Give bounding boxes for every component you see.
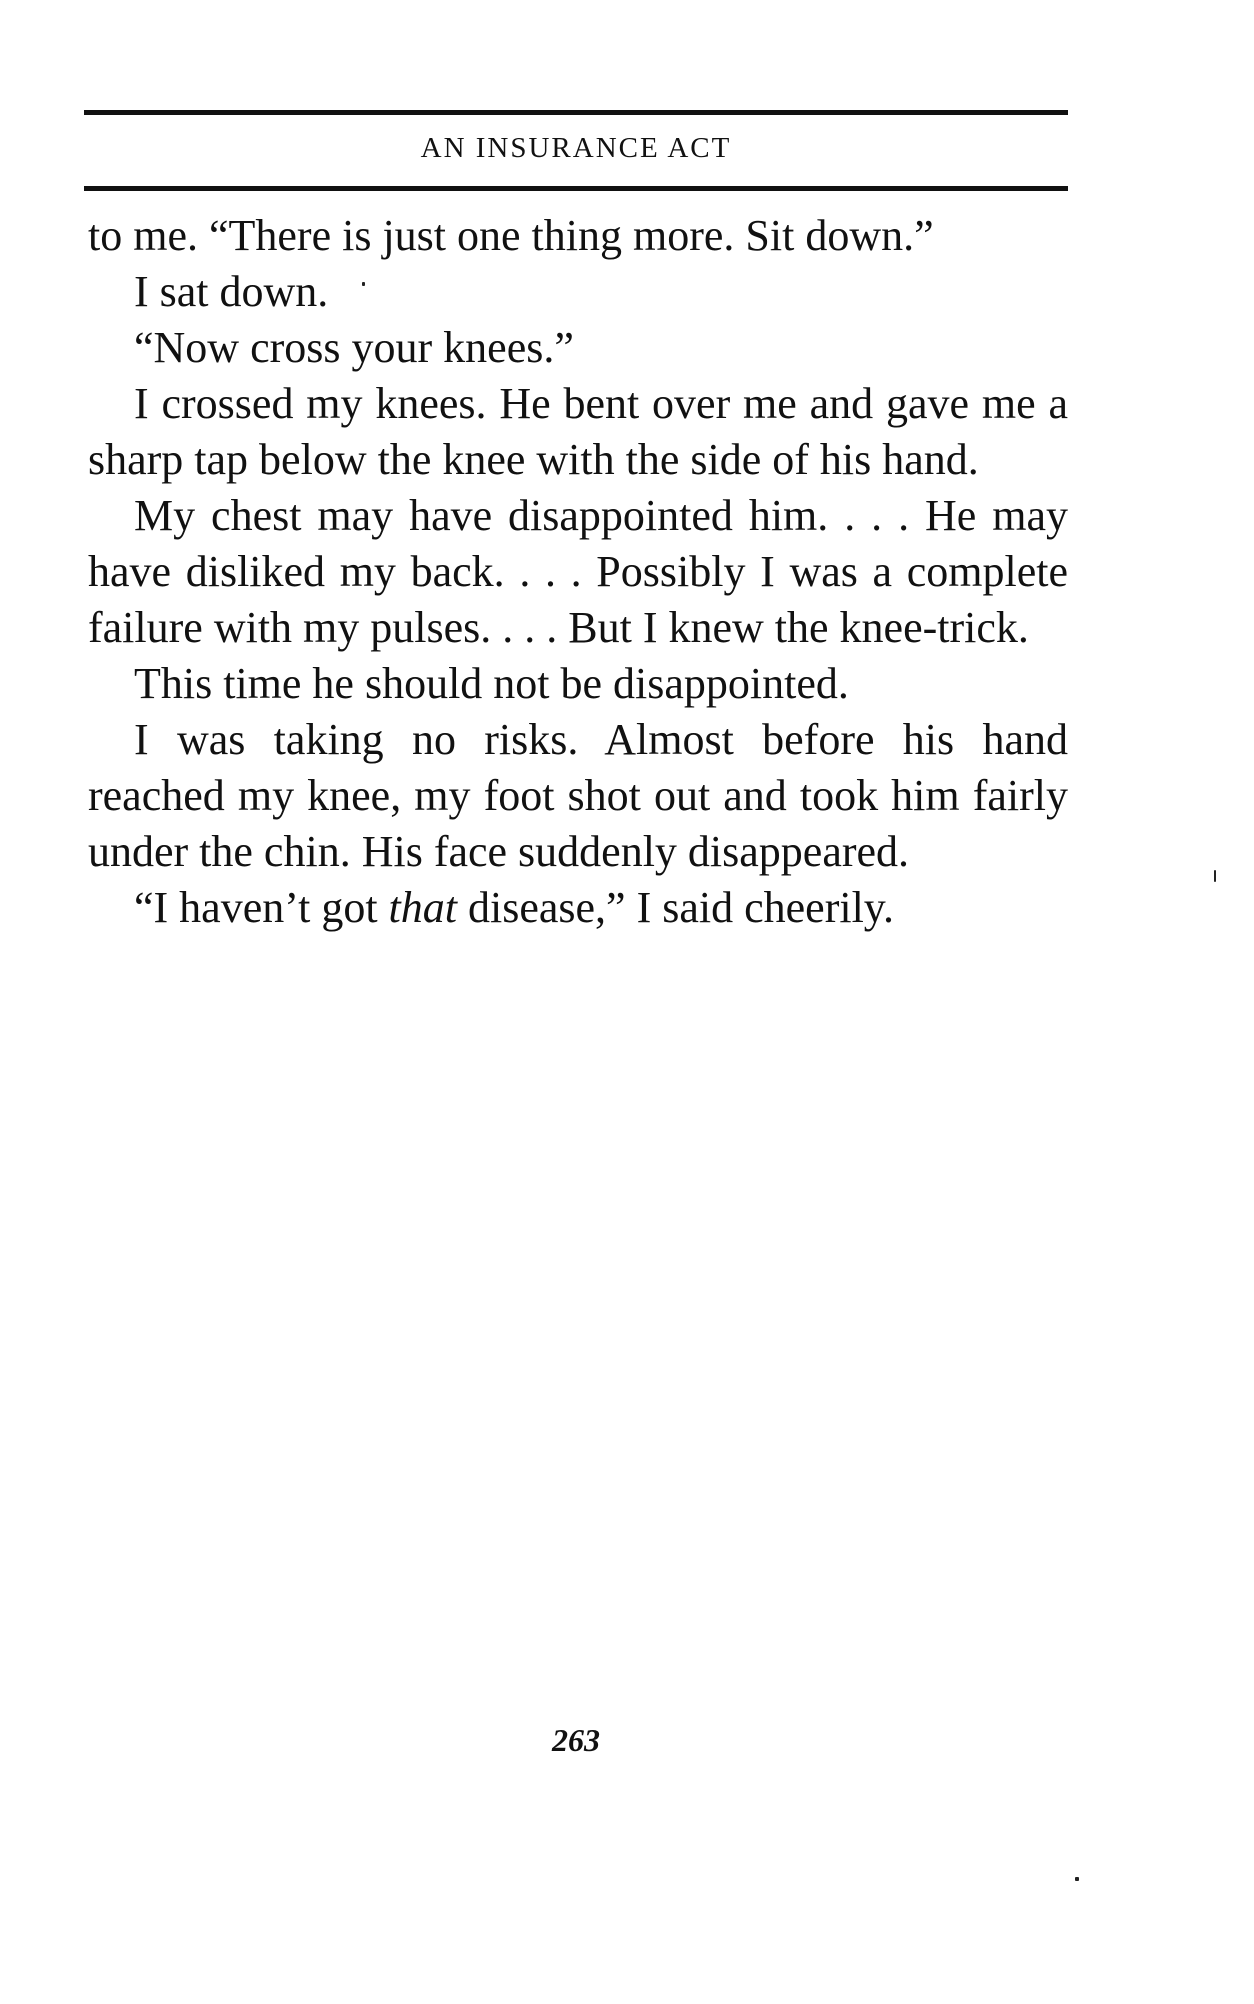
- scan-speck: [362, 282, 365, 286]
- paragraph: I was taking no risks. Almost before his hand reached my knee, my foot shot out and took him fairly under the chin. His face suddenly disappeared.: [88, 715, 1068, 876]
- paragraph-final: [88, 880, 1068, 936]
- paragraph: “Now cross your knees.”: [134, 323, 574, 372]
- body-text: [88, 208, 1068, 936]
- paragraph: I sat down.: [134, 267, 329, 316]
- paragraph-text-after: disease,” I said cheerily.: [457, 883, 894, 932]
- page-number: 263: [552, 1722, 600, 1758]
- paragraph: This time he should not be disappointed.: [134, 659, 849, 708]
- scan-speck: [1214, 870, 1216, 882]
- emphasis-that: that: [388, 883, 457, 932]
- paragraph-text-before: “I haven’t got: [134, 883, 389, 932]
- paragraph-continued: to me. “There is just one thing more. Sit down.”: [88, 211, 934, 260]
- running-title: AN INSURANCE ACT: [420, 132, 732, 164]
- paragraph: My chest may have disappointed him. . . . He may have disliked my back. . . . Possibly I was a complete failure with my pulses. . . . But I knew the knee-trick.: [88, 491, 1068, 652]
- scan-speck: [1075, 1877, 1079, 1881]
- paragraph: I crossed my knees. He bent over me and gave me a sharp tap below the knee with the side of his hand.: [88, 379, 1068, 484]
- header-rule-bottom: [84, 186, 1068, 191]
- header-rule-top: [84, 110, 1068, 115]
